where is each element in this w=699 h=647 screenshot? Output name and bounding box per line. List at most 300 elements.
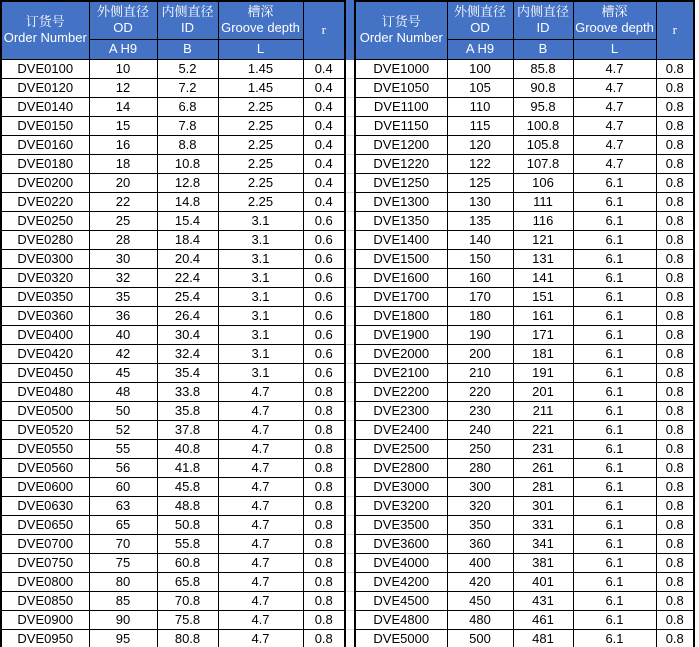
cell-groove-depth: 6.1: [573, 629, 656, 647]
cell-id: 181: [513, 344, 573, 363]
id-label-en: ID: [181, 20, 194, 36]
cell-id: 45.8: [157, 477, 218, 496]
cell-groove-depth: 4.7: [218, 382, 303, 401]
table-row: [1, 401, 345, 420]
cell-groove-depth: 4.7: [218, 610, 303, 629]
table-row: [1, 78, 345, 97]
cell-id: 221: [513, 420, 573, 439]
cell-order-number: DVE0320: [1, 268, 89, 287]
cell-od: 115: [447, 116, 513, 135]
cell-groove-depth: 2.25: [218, 154, 303, 173]
cell-id: 20.4: [157, 249, 218, 268]
cell-id: 100.8: [513, 116, 573, 135]
cell-id: 15.4: [157, 211, 218, 230]
cell-od: 20: [89, 173, 157, 192]
table-row: [1, 363, 345, 382]
table-row: [1, 116, 345, 135]
cell-id: 5.2: [157, 59, 218, 78]
cell-order-number: DVE0850: [1, 591, 89, 610]
cell-id: 40.8: [157, 439, 218, 458]
cell-id: 18.4: [157, 230, 218, 249]
cell-order-number: DVE4200: [355, 572, 447, 591]
cell-r: 0.8: [303, 591, 345, 610]
cell-order-number: DVE1600: [355, 268, 447, 287]
table-row: [1, 610, 345, 629]
cell-order-number: DVE0120: [1, 78, 89, 97]
cell-r: 0.8: [656, 325, 694, 344]
cell-id: 37.8: [157, 420, 218, 439]
cell-r: 0.6: [303, 325, 345, 344]
cell-id: 55.8: [157, 534, 218, 553]
table-row: [1, 572, 345, 591]
table-gap-gridlines: [346, 60, 354, 647]
cell-od: 18: [89, 154, 157, 173]
cell-od: 125: [447, 173, 513, 192]
order-number-label-en: Order Number: [3, 30, 87, 46]
table-row: [355, 629, 694, 647]
table-row: [355, 268, 694, 287]
cell-r: 0.8: [303, 496, 345, 515]
cell-groove-depth: 3.1: [218, 306, 303, 325]
cell-od: 48: [89, 382, 157, 401]
cell-r: 0.4: [303, 97, 345, 116]
cell-order-number: DVE1220: [355, 154, 447, 173]
spec-table-left: [0, 0, 346, 647]
table-row: [1, 458, 345, 477]
order-number-label-zh: 订货号: [25, 14, 65, 29]
table-row: [1, 325, 345, 344]
cell-od: 480: [447, 610, 513, 629]
table-row: [355, 192, 694, 211]
cell-id: 261: [513, 458, 573, 477]
cell-groove-depth: 3.1: [218, 363, 303, 382]
cell-order-number: DVE0140: [1, 97, 89, 116]
cell-od: 70: [89, 534, 157, 553]
table-row: [355, 59, 694, 78]
cell-groove-depth: 6.1: [573, 420, 656, 439]
cell-id: 41.8: [157, 458, 218, 477]
cell-groove-depth: 6.1: [573, 496, 656, 515]
cell-id: 12.8: [157, 173, 218, 192]
order-number-label-zh: 订货号: [381, 14, 421, 29]
column-header-r: r: [303, 1, 345, 59]
cell-od: 100: [447, 59, 513, 78]
cell-r: 0.8: [303, 477, 345, 496]
cell-r: 0.4: [303, 192, 345, 211]
cell-order-number: DVE0900: [1, 610, 89, 629]
cell-od: 190: [447, 325, 513, 344]
cell-order-number: DVE1000: [355, 59, 447, 78]
cell-order-number: DVE0480: [1, 382, 89, 401]
cell-r: 0.4: [303, 173, 345, 192]
cell-groove-depth: 2.25: [218, 192, 303, 211]
table-row: [355, 610, 694, 629]
cell-r: 0.4: [303, 135, 345, 154]
cell-order-number: DVE5000: [355, 629, 447, 647]
cell-groove-depth: 3.1: [218, 249, 303, 268]
cell-r: 0.6: [303, 230, 345, 249]
cell-od: 75: [89, 553, 157, 572]
cell-id: 461: [513, 610, 573, 629]
table-row: [355, 477, 694, 496]
cell-order-number: DVE0950: [1, 629, 89, 647]
cell-order-number: DVE1500: [355, 249, 447, 268]
cell-groove-depth: 4.7: [573, 78, 656, 97]
column-header-id: [513, 1, 573, 39]
cell-order-number: DVE3600: [355, 534, 447, 553]
cell-od: 122: [447, 154, 513, 173]
cell-od: 28: [89, 230, 157, 249]
cell-od: 170: [447, 287, 513, 306]
table-row: [1, 192, 345, 211]
cell-id: 32.4: [157, 344, 218, 363]
cell-id: 30.4: [157, 325, 218, 344]
cell-r: 0.8: [656, 135, 694, 154]
spec-table-right-body: [355, 59, 694, 647]
od-label-en: OD: [470, 20, 490, 36]
cell-order-number: DVE3500: [355, 515, 447, 534]
cell-od: 40: [89, 325, 157, 344]
cell-order-number: DVE2800: [355, 458, 447, 477]
cell-order-number: DVE0700: [1, 534, 89, 553]
cell-r: 0.8: [303, 553, 345, 572]
cell-groove-depth: 4.7: [218, 439, 303, 458]
cell-order-number: DVE0650: [1, 515, 89, 534]
cell-groove-depth: 4.7: [218, 591, 303, 610]
subheader-groove-symbol: L: [218, 39, 303, 59]
table-row: [1, 515, 345, 534]
cell-r: 0.8: [656, 287, 694, 306]
cell-r: 0.6: [303, 249, 345, 268]
cell-id: 231: [513, 439, 573, 458]
cell-r: 0.8: [656, 572, 694, 591]
cell-r: 0.8: [656, 116, 694, 135]
cell-order-number: DVE1900: [355, 325, 447, 344]
cell-order-number: DVE1350: [355, 211, 447, 230]
cell-r: 0.8: [303, 572, 345, 591]
cell-r: 0.8: [303, 629, 345, 647]
cell-order-number: DVE1400: [355, 230, 447, 249]
cell-id: 35.4: [157, 363, 218, 382]
cell-order-number: DVE1700: [355, 287, 447, 306]
cell-groove-depth: 3.1: [218, 325, 303, 344]
cell-groove-depth: 3.1: [218, 211, 303, 230]
table-row: [1, 439, 345, 458]
cell-id: 80.8: [157, 629, 218, 647]
cell-r: 0.8: [656, 230, 694, 249]
cell-order-number: DVE2500: [355, 439, 447, 458]
cell-r: 0.8: [656, 553, 694, 572]
cell-order-number: DVE0280: [1, 230, 89, 249]
column-header-groove-depth: [573, 1, 656, 39]
table-row: [1, 591, 345, 610]
cell-groove-depth: 6.1: [573, 344, 656, 363]
cell-groove-depth: 3.1: [218, 287, 303, 306]
cell-order-number: DVE1150: [355, 116, 447, 135]
cell-od: 110: [447, 97, 513, 116]
cell-id: 26.4: [157, 306, 218, 325]
cell-id: 105.8: [513, 135, 573, 154]
cell-groove-depth: 6.1: [573, 401, 656, 420]
od-label-zh: 外侧直径: [453, 4, 506, 19]
cell-groove-depth: 6.1: [573, 572, 656, 591]
cell-groove-depth: 2.25: [218, 135, 303, 154]
cell-groove-depth: 6.1: [573, 610, 656, 629]
table-row: [1, 496, 345, 515]
cell-od: 300: [447, 477, 513, 496]
cell-od: 50: [89, 401, 157, 420]
cell-groove-depth: 6.1: [573, 534, 656, 553]
table-row: [1, 268, 345, 287]
table-row: [355, 344, 694, 363]
cell-order-number: DVE1100: [355, 97, 447, 116]
cell-id: 481: [513, 629, 573, 647]
cell-r: 0.6: [303, 211, 345, 230]
cell-id: 60.8: [157, 553, 218, 572]
cell-id: 50.8: [157, 515, 218, 534]
cell-r: 0.4: [303, 154, 345, 173]
cell-order-number: DVE1300: [355, 192, 447, 211]
cell-od: 12: [89, 78, 157, 97]
cell-id: 281: [513, 477, 573, 496]
cell-order-number: DVE1800: [355, 306, 447, 325]
cell-order-number: DVE2300: [355, 401, 447, 420]
subheader-od-tolerance: A H9: [447, 39, 513, 59]
cell-groove-depth: 6.1: [573, 173, 656, 192]
cell-od: 240: [447, 420, 513, 439]
table-row: [355, 287, 694, 306]
cell-od: 500: [447, 629, 513, 647]
cell-od: 320: [447, 496, 513, 515]
cell-groove-depth: 4.7: [218, 572, 303, 591]
cell-od: 95: [89, 629, 157, 647]
cell-r: 0.8: [656, 211, 694, 230]
cell-groove-depth: 6.1: [573, 249, 656, 268]
cell-groove-depth: 4.7: [218, 401, 303, 420]
cell-id: 90.8: [513, 78, 573, 97]
cell-order-number: DVE0500: [1, 401, 89, 420]
cell-od: 200: [447, 344, 513, 363]
table-row: [355, 420, 694, 439]
cell-r: 0.8: [303, 401, 345, 420]
cell-r: 0.6: [303, 306, 345, 325]
cell-r: 0.8: [303, 515, 345, 534]
cell-od: 52: [89, 420, 157, 439]
cell-groove-depth: 6.1: [573, 553, 656, 572]
cell-groove-depth: 3.1: [218, 230, 303, 249]
cell-order-number: DVE0400: [1, 325, 89, 344]
cell-order-number: DVE1050: [355, 78, 447, 97]
cell-r: 0.4: [303, 59, 345, 78]
cell-r: 0.8: [656, 306, 694, 325]
column-header-id: [157, 1, 218, 39]
cell-id: 191: [513, 363, 573, 382]
cell-od: 25: [89, 211, 157, 230]
cell-r: 0.8: [656, 610, 694, 629]
cell-r: 0.8: [656, 458, 694, 477]
cell-r: 0.6: [303, 268, 345, 287]
id-label-en: ID: [536, 20, 550, 36]
groove-depth-label-zh: 槽深: [247, 4, 274, 19]
cell-id: 25.4: [157, 287, 218, 306]
cell-groove-depth: 6.1: [573, 477, 656, 496]
cell-r: 0.8: [656, 382, 694, 401]
table-row: [355, 515, 694, 534]
cell-id: 431: [513, 591, 573, 610]
cell-id: 301: [513, 496, 573, 515]
cell-od: 140: [447, 230, 513, 249]
cell-r: 0.8: [656, 59, 694, 78]
cell-od: 120: [447, 135, 513, 154]
cell-order-number: DVE0150: [1, 116, 89, 135]
cell-r: 0.8: [656, 496, 694, 515]
cell-order-number: DVE0550: [1, 439, 89, 458]
cell-id: 116: [513, 211, 573, 230]
cell-groove-depth: 6.1: [573, 439, 656, 458]
cell-od: 105: [447, 78, 513, 97]
cell-groove-depth: 6.1: [573, 325, 656, 344]
table-row: [355, 249, 694, 268]
cell-od: 42: [89, 344, 157, 363]
cell-groove-depth: 6.1: [573, 230, 656, 249]
table-row: [355, 591, 694, 610]
table-row: [355, 116, 694, 135]
cell-id: 141: [513, 268, 573, 287]
cell-r: 0.8: [303, 420, 345, 439]
cell-order-number: DVE0750: [1, 553, 89, 572]
table-row: [355, 135, 694, 154]
cell-od: 35: [89, 287, 157, 306]
od-label-en: OD: [113, 20, 133, 36]
cell-groove-depth: 2.25: [218, 173, 303, 192]
groove-depth-label-zh: 槽深: [601, 4, 628, 19]
table-row: [355, 230, 694, 249]
cell-groove-depth: 4.7: [218, 477, 303, 496]
table-gap-header-fill: [346, 0, 354, 60]
cell-r: 0.8: [303, 439, 345, 458]
cell-groove-depth: 1.45: [218, 59, 303, 78]
table-row: [355, 458, 694, 477]
cell-id: 341: [513, 534, 573, 553]
cell-order-number: DVE1200: [355, 135, 447, 154]
cell-r: 0.8: [656, 629, 694, 647]
cell-od: 22: [89, 192, 157, 211]
cell-id: 111: [513, 192, 573, 211]
cell-r: 0.8: [303, 534, 345, 553]
cell-order-number: DVE2100: [355, 363, 447, 382]
cell-id: 161: [513, 306, 573, 325]
table-row: [355, 97, 694, 116]
column-header-order-number: [1, 1, 89, 59]
cell-od: 280: [447, 458, 513, 477]
cell-groove-depth: 6.1: [573, 211, 656, 230]
table-row: [1, 629, 345, 647]
cell-r: 0.8: [656, 439, 694, 458]
cell-id: 171: [513, 325, 573, 344]
table-row: [1, 135, 345, 154]
cell-order-number: DVE4800: [355, 610, 447, 629]
cell-od: 350: [447, 515, 513, 534]
table-row: [355, 553, 694, 572]
cell-od: 220: [447, 382, 513, 401]
cell-order-number: DVE3200: [355, 496, 447, 515]
cell-order-number: DVE0520: [1, 420, 89, 439]
cell-r: 0.4: [303, 116, 345, 135]
cell-od: 45: [89, 363, 157, 382]
cell-od: 180: [447, 306, 513, 325]
cell-groove-depth: 4.7: [218, 420, 303, 439]
cell-od: 150: [447, 249, 513, 268]
od-label-zh: 外侧直径: [96, 4, 149, 19]
cell-groove-depth: 6.1: [573, 268, 656, 287]
cell-groove-depth: 1.45: [218, 78, 303, 97]
cell-r: 0.8: [656, 78, 694, 97]
column-header-groove-depth: [218, 1, 303, 39]
table-row: [1, 230, 345, 249]
cell-od: 85: [89, 591, 157, 610]
table-row: [1, 534, 345, 553]
cell-r: 0.8: [656, 363, 694, 382]
cell-groove-depth: 4.7: [218, 496, 303, 515]
cell-id: 85.8: [513, 59, 573, 78]
cell-order-number: DVE0560: [1, 458, 89, 477]
groove-depth-label-en: Groove depth: [221, 20, 300, 36]
cell-groove-depth: 6.1: [573, 363, 656, 382]
cell-r: 0.6: [303, 287, 345, 306]
cell-r: 0.8: [656, 401, 694, 420]
cell-od: 80: [89, 572, 157, 591]
cell-order-number: DVE0250: [1, 211, 89, 230]
cell-order-number: DVE3000: [355, 477, 447, 496]
cell-groove-depth: 4.7: [218, 553, 303, 572]
cell-order-number: DVE2400: [355, 420, 447, 439]
cell-groove-depth: 4.7: [218, 534, 303, 553]
groove-depth-label-en: Groove depth: [575, 20, 654, 36]
cell-od: 230: [447, 401, 513, 420]
cell-r: 0.8: [656, 515, 694, 534]
cell-order-number: DVE0220: [1, 192, 89, 211]
cell-order-number: DVE1250: [355, 173, 447, 192]
cell-order-number: DVE0160: [1, 135, 89, 154]
column-header-order-number: [355, 1, 447, 59]
spec-table-right: [354, 0, 695, 647]
subheader-od-tolerance: A H9: [89, 39, 157, 59]
cell-r: 0.8: [656, 534, 694, 553]
cell-id: 6.8: [157, 97, 218, 116]
cell-id: 211: [513, 401, 573, 420]
cell-groove-depth: 3.1: [218, 268, 303, 287]
cell-groove-depth: 6.1: [573, 458, 656, 477]
cell-order-number: DVE2200: [355, 382, 447, 401]
column-header-r: r: [656, 1, 694, 59]
cell-od: 15: [89, 116, 157, 135]
cell-id: 10.8: [157, 154, 218, 173]
order-number-label-en: Order Number: [359, 30, 443, 46]
cell-id: 70.8: [157, 591, 218, 610]
table-row: [1, 173, 345, 192]
cell-order-number: DVE4500: [355, 591, 447, 610]
spec-table-left-header: [1, 1, 345, 59]
cell-od: 32: [89, 268, 157, 287]
cell-id: 401: [513, 572, 573, 591]
cell-od: 16: [89, 135, 157, 154]
cell-r: 0.8: [656, 97, 694, 116]
spec-table-right-header: [355, 1, 694, 59]
table-row: [355, 325, 694, 344]
cell-groove-depth: 2.25: [218, 97, 303, 116]
cell-groove-depth: 3.1: [218, 344, 303, 363]
cell-r: 0.8: [303, 458, 345, 477]
